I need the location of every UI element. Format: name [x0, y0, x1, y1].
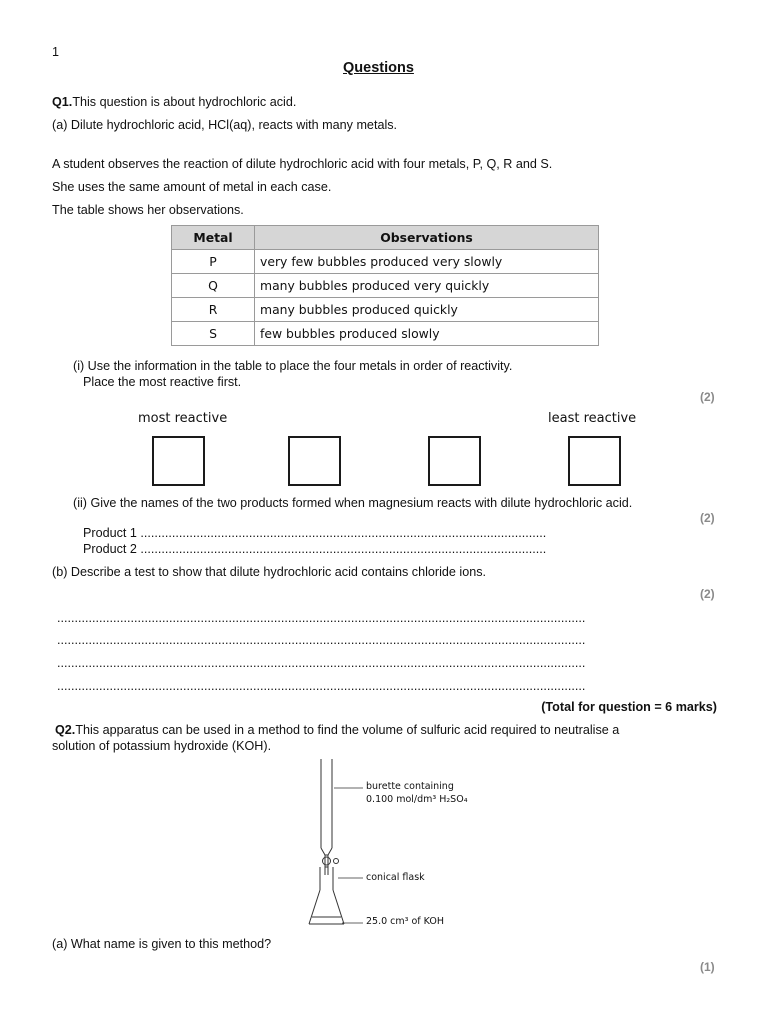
- answer-line[interactable]: .......................................................................................................................................................: [57, 656, 586, 670]
- most-reactive-label: most reactive: [138, 411, 228, 426]
- burette-label-line2: 0.100 mol/dm³ H₂SO₄: [366, 794, 468, 805]
- table-cell-metal: S: [172, 322, 255, 346]
- conical-flask-drawing: [309, 867, 344, 924]
- table-header-metal: Metal: [172, 226, 255, 250]
- q1-part-i-line1: (i) Use the information in the table to place the four metals in order of reactivity.: [73, 359, 513, 373]
- table-header-observations: Observations: [255, 226, 599, 250]
- table-cell-metal: R: [172, 298, 255, 322]
- q1-para1: A student observes the reaction of dilute hydrochloric acid with four metals, P, Q, R and S.: [52, 157, 553, 171]
- page-heading: Questions: [343, 60, 414, 76]
- q1-para2: She uses the same amount of metal in each case.: [52, 180, 332, 194]
- answer-line[interactable]: .......................................................................................................................................................: [57, 611, 586, 625]
- answer-box-2[interactable]: [288, 436, 341, 486]
- q2-line2: solution of potassium hydroxide (KOH).: [52, 739, 272, 753]
- q1-intro-text: This question is about hydrochloric acid.: [72, 95, 297, 109]
- q1-part-ii-marks: (2): [700, 511, 715, 525]
- table-cell-observation: very few bubbles produced very slowly: [255, 250, 599, 274]
- q1-para3: The table shows her observations.: [52, 203, 244, 217]
- table-cell-observation: many bubbles produced very quickly: [255, 274, 599, 298]
- table-row: [172, 250, 599, 274]
- burette-drawing: [321, 759, 339, 875]
- answer-box-3[interactable]: [428, 436, 481, 486]
- label-leaders: [334, 788, 363, 923]
- q1-part-i-line2: Place the most reactive first.: [83, 375, 242, 389]
- q1-part-a: (a) Dilute hydrochloric acid, HCl(aq), reacts with many metals.: [52, 118, 398, 132]
- q2-part-a-marks: (1): [700, 960, 715, 974]
- table-cell-metal: P: [172, 250, 255, 274]
- q1-part-ii: (ii) Give the names of the two products formed when magnesium reacts with dilute hydrochloric acid.: [73, 496, 633, 510]
- table-row: [172, 298, 599, 322]
- product-1-answer-line[interactable]: Product 1 ....................................................................................................................: [83, 526, 547, 540]
- q1-part-b-marks: (2): [700, 587, 715, 601]
- q2-label: Q2.: [55, 723, 76, 737]
- q2-part-a: (a) What name is given to this method?: [52, 937, 272, 951]
- answer-box-4[interactable]: [568, 436, 621, 486]
- table-cell-metal: Q: [172, 274, 255, 298]
- q1-intro: [52, 95, 296, 109]
- product-2-answer-line[interactable]: Product 2 ....................................................................................................................: [83, 542, 547, 556]
- q2-line1-text: This apparatus can be used in a method to find the volume of sulfuric acid required to neutralise a: [75, 723, 620, 737]
- conical-flask-label: conical flask: [366, 872, 425, 883]
- koh-volume-label: 25.0 cm³ of KOH: [366, 916, 444, 927]
- table-cell-observation: few bubbles produced slowly: [255, 322, 599, 346]
- table-cell-observation: many bubbles produced quickly: [255, 298, 599, 322]
- answer-line[interactable]: .......................................................................................................................................................: [57, 679, 586, 693]
- q1-part-b: (b) Describe a test to show that dilute hydrochloric acid contains chloride ions.: [52, 565, 486, 579]
- table-header-row: [172, 226, 599, 250]
- least-reactive-label: least reactive: [548, 411, 637, 426]
- q1-label: Q1.: [52, 95, 73, 109]
- answer-line[interactable]: .......................................................................................................................................................: [57, 633, 586, 647]
- q2-line1: [55, 723, 619, 737]
- q1-total-marks: (Total for question = 6 marks): [541, 700, 717, 714]
- table-row: [172, 274, 599, 298]
- observations-table: [171, 225, 599, 346]
- burette-label-line1: burette containing: [366, 781, 454, 792]
- answer-box-1[interactable]: [152, 436, 205, 486]
- q1-part-i-marks: (2): [700, 390, 715, 404]
- table-row: [172, 322, 599, 346]
- page-number: 1: [52, 45, 60, 59]
